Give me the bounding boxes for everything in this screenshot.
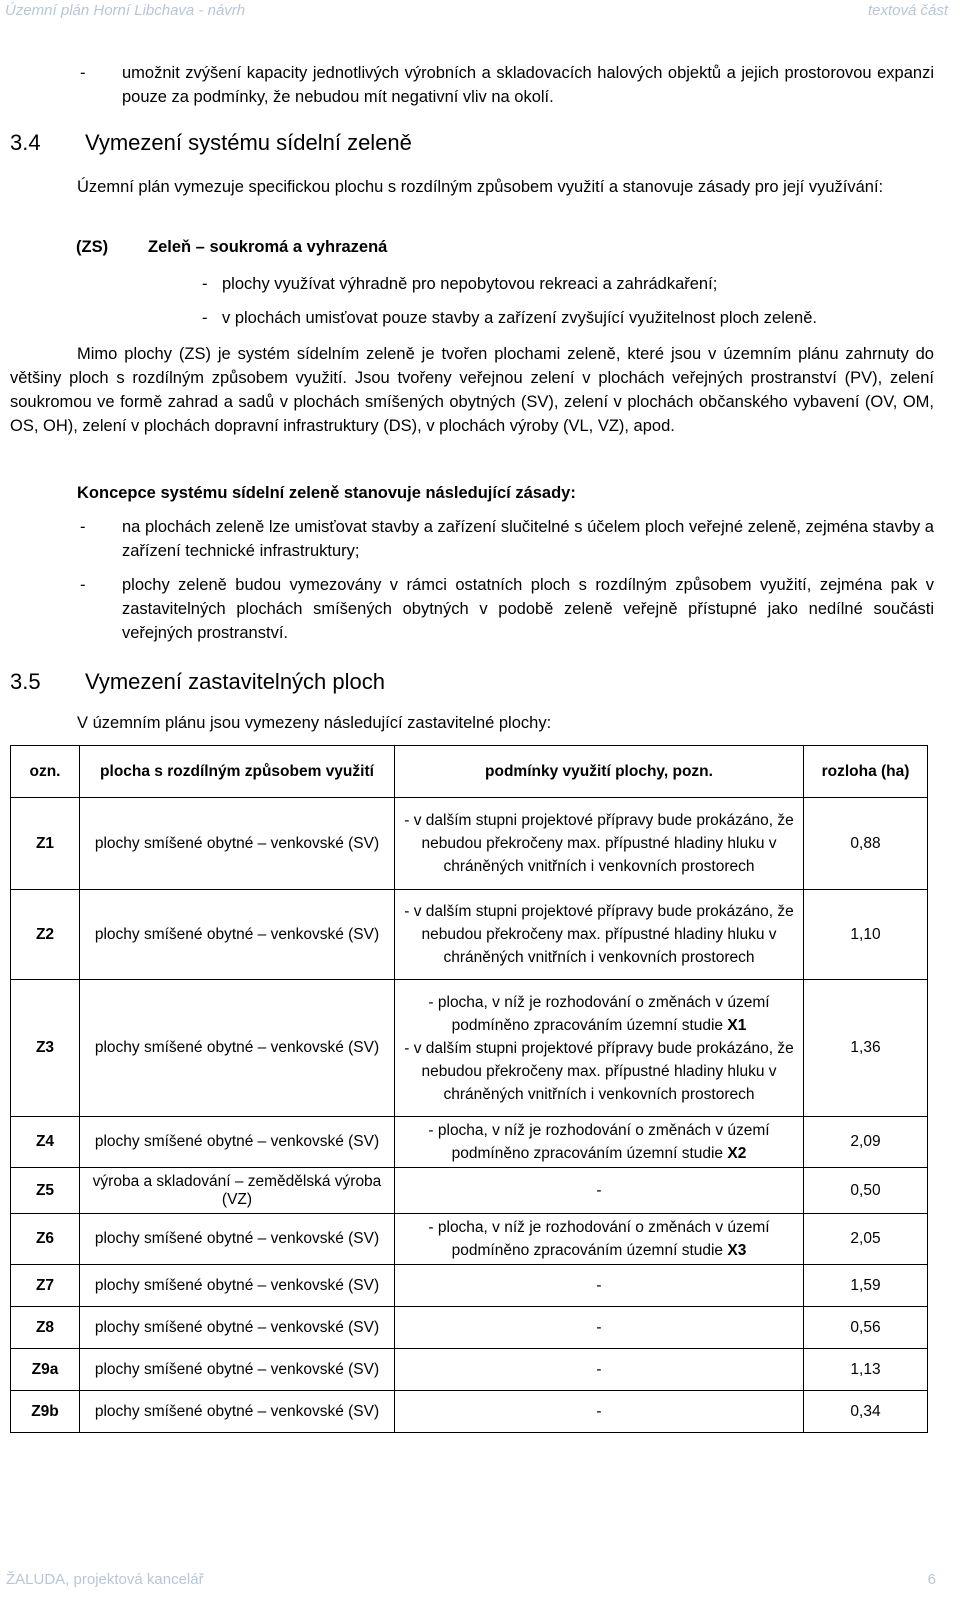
intro-item-text: umožnit zvýšení kapacity jednotlivých výrobních a skladovacích halových objektů a jejich prostorovou expanzi pouze za podmínky, že nebudou mít negativní vliv na okolí. xyxy=(122,64,934,106)
zs-rule-1-dash: - xyxy=(202,275,208,293)
condition-text: - v dalším stupni projektové přípravy bude prokázáno, že nebudou překročeny max. přípustné hladiny hluku v chráněných vnitřních i venkovních prostorech xyxy=(404,812,794,875)
cell-conditions xyxy=(395,1265,804,1307)
koncepce-item-1-dash: - xyxy=(80,518,86,536)
header-document-title: Územní plán Horní Libchava - návrh xyxy=(5,2,246,19)
cell-plocha: plochy smíšené obytné – venkovské (SV) xyxy=(80,890,395,980)
cell-ozn: Z2 xyxy=(11,890,80,980)
table-row xyxy=(11,1168,928,1214)
col-header-area: rozloha (ha) xyxy=(804,746,928,798)
cell-area: 0,56 xyxy=(804,1307,928,1349)
table-row xyxy=(11,1307,928,1349)
koncepce-item-2: plochy zeleně budou vymezovány v rámci ostatních ploch s rozdílným způsobem využití, zejména pak v zastavitelných plochách smíšených obytných v podobě zeleně veřejně přístupné jako nedílné součásti veřejných prostranství. xyxy=(122,576,934,642)
section-3-5-number: 3.5 xyxy=(10,669,41,694)
condition-text: - v dalším stupni projektové přípravy bude prokázáno, že nebudou překročeny max. přípustné hladiny hluku v chráněných vnitřních i venkovních prostorech xyxy=(404,903,794,966)
cell-plocha: plochy smíšené obytné – venkovské (SV) xyxy=(80,1391,395,1433)
cell-area: 1,10 xyxy=(804,890,928,980)
condition-item xyxy=(399,1179,799,1202)
condition-item xyxy=(399,1119,799,1165)
zs-rule-2: v plochách umisťovat pouze stavby a zařízení zvyšující využitelnost ploch zeleně. xyxy=(222,309,817,327)
table-row xyxy=(11,1117,928,1168)
study-code: X1 xyxy=(727,1016,747,1034)
cell-area: 1,13 xyxy=(804,1349,928,1391)
condition-text: - xyxy=(596,1277,602,1294)
condition-text: - plocha, v níž je rozhodování o změnách v území podmíněno zpracováním územní studie xyxy=(428,1219,770,1259)
condition-text: - xyxy=(596,1403,602,1420)
cell-conditions xyxy=(395,1391,804,1433)
condition-text: - xyxy=(596,1319,602,1336)
condition-item xyxy=(399,1316,799,1339)
table-row xyxy=(11,980,928,1117)
cell-ozn: Z7 xyxy=(11,1265,80,1307)
cell-plocha: plochy smíšené obytné – venkovské (SV) xyxy=(80,798,395,890)
condition-item xyxy=(399,1400,799,1423)
section-3-5-intro: V územním plánu jsou vymezeny následující zastavitelné plochy: xyxy=(77,714,552,732)
condition-text: - v dalším stupni projektové přípravy bude prokázáno, že nebudou překročeny max. přípustné hladiny hluku v chráněných vnitřních i venkovních prostorech xyxy=(404,1039,794,1103)
cell-area: 2,09 xyxy=(804,1117,928,1168)
section-3-5-title: Vymezení zastavitelných ploch xyxy=(85,669,385,694)
cell-ozn: Z4 xyxy=(11,1117,80,1168)
zastavitelne-plochy-table xyxy=(10,745,928,1433)
cell-ozn: Z1 xyxy=(11,798,80,890)
cell-area: 0,34 xyxy=(804,1391,928,1433)
mimo-paragraph: Mimo plochy (ZS) je systém sídelním zeleně je tvořen plochami zeleně, které jsou v územním plánu zahrnuty do většiny ploch s rozdílným způsobem využití. Jsou tvořeny veřejnou zelení v plochách veřejných prostranství (PV), zelení soukromou ve formě zahrad a sadů v plochách smíšených obytných (SV), zelení v plochách občanského vybavení (OV, OM, OS, OH), zelení v plochách dopravní infrastruktury (DS), v plochách výroby (VL, VZ), apod. xyxy=(10,345,934,435)
intro-item-dash: - xyxy=(80,64,86,82)
cell-conditions xyxy=(395,1349,804,1391)
koncepce-item-1: na plochách zeleně lze umisťovat stavby a zařízení slučitelné s účelem ploch veřejné zeleně, zejména stavby a zařízení technické infrastruktury; xyxy=(122,518,934,560)
cell-conditions xyxy=(395,798,804,890)
condition-text: - xyxy=(596,1361,602,1378)
condition-text: - plocha, v níž je rozhodování o změnách v území podmíněno zpracováním územní studie xyxy=(428,993,770,1034)
condition-item xyxy=(399,991,799,1037)
section-3-4-title: Vymezení systému sídelní zeleně xyxy=(85,130,412,155)
cell-ozn: Z9a xyxy=(11,1349,80,1391)
cell-conditions xyxy=(395,890,804,980)
col-header-conditions: podmínky využití plochy, pozn. xyxy=(395,746,804,798)
col-header-plocha: plocha s rozdílným způsobem využití xyxy=(80,746,395,798)
cell-ozn: Z5 xyxy=(11,1168,80,1214)
zs-code: (ZS) xyxy=(76,238,109,256)
table-body xyxy=(11,798,928,1433)
cell-plocha: výroba a skladování – zemědělská výroba (VZ) xyxy=(80,1168,395,1214)
zs-title: Zeleň – soukromá a vyhrazená xyxy=(148,238,388,256)
cell-conditions xyxy=(395,980,804,1117)
condition-item xyxy=(399,809,799,878)
cell-plocha: plochy smíšené obytné – venkovské (SV) xyxy=(80,1214,395,1265)
zs-rule-1: plochy využívat výhradně pro nepobytovou rekreaci a zahrádkaření; xyxy=(222,275,718,293)
col-header-ozn: ozn. xyxy=(11,746,80,798)
condition-item xyxy=(399,1037,799,1106)
table-row xyxy=(11,798,928,890)
cell-area: 1,59 xyxy=(804,1265,928,1307)
cell-plocha: plochy smíšené obytné – venkovské (SV) xyxy=(80,1117,395,1168)
table-row xyxy=(11,1391,928,1433)
table-row xyxy=(11,1265,928,1307)
cell-conditions xyxy=(395,1214,804,1265)
footer-page-number: 6 xyxy=(927,1571,936,1588)
cell-plocha: plochy smíšené obytné – venkovské (SV) xyxy=(80,1307,395,1349)
study-code: X2 xyxy=(727,1145,747,1162)
footer-company: ŽALUDA, projektová kancelář xyxy=(6,1571,204,1588)
condition-item xyxy=(399,1358,799,1381)
cell-plocha: plochy smíšené obytné – venkovské (SV) xyxy=(80,1349,395,1391)
condition-item xyxy=(399,1274,799,1297)
section-3-5-heading xyxy=(10,669,385,695)
table-header-row xyxy=(11,746,928,798)
cell-area: 2,05 xyxy=(804,1214,928,1265)
cell-conditions xyxy=(395,1168,804,1214)
header-part-label: textová část xyxy=(867,2,948,19)
section-3-4-heading xyxy=(10,130,412,156)
condition-item xyxy=(399,900,799,969)
cell-ozn: Z9b xyxy=(11,1391,80,1433)
koncepce-item-2-dash: - xyxy=(80,576,86,594)
cell-area: 0,50 xyxy=(804,1168,928,1214)
cell-area: 0,88 xyxy=(804,798,928,890)
condition-text: - plocha, v níž je rozhodování o změnách v území podmíněno zpracováním územní studie xyxy=(428,1122,770,1162)
cell-plocha: plochy smíšené obytné – venkovské (SV) xyxy=(80,1265,395,1307)
cell-area: 1,36 xyxy=(804,980,928,1117)
study-code: X3 xyxy=(727,1242,747,1259)
cell-ozn: Z8 xyxy=(11,1307,80,1349)
koncepce-heading: Koncepce systému sídelní zeleně stanovuje následující zásady: xyxy=(77,484,576,502)
cell-ozn: Z6 xyxy=(11,1214,80,1265)
table-row xyxy=(11,1349,928,1391)
cell-ozn: Z3 xyxy=(11,980,80,1117)
cell-plocha: plochy smíšené obytné – venkovské (SV) xyxy=(80,980,395,1117)
cell-conditions xyxy=(395,1117,804,1168)
table-row xyxy=(11,1214,928,1265)
section-3-4-intro: Územní plán vymezuje specifickou plochu s rozdílným způsobem využití a stanovuje zásady pro její využívání: xyxy=(77,178,884,196)
section-3-4-number: 3.4 xyxy=(10,130,41,155)
cell-conditions xyxy=(395,1307,804,1349)
zs-rule-2-dash: - xyxy=(202,309,208,327)
condition-item xyxy=(399,1216,799,1262)
condition-text: - xyxy=(596,1182,602,1199)
table-row xyxy=(11,890,928,980)
